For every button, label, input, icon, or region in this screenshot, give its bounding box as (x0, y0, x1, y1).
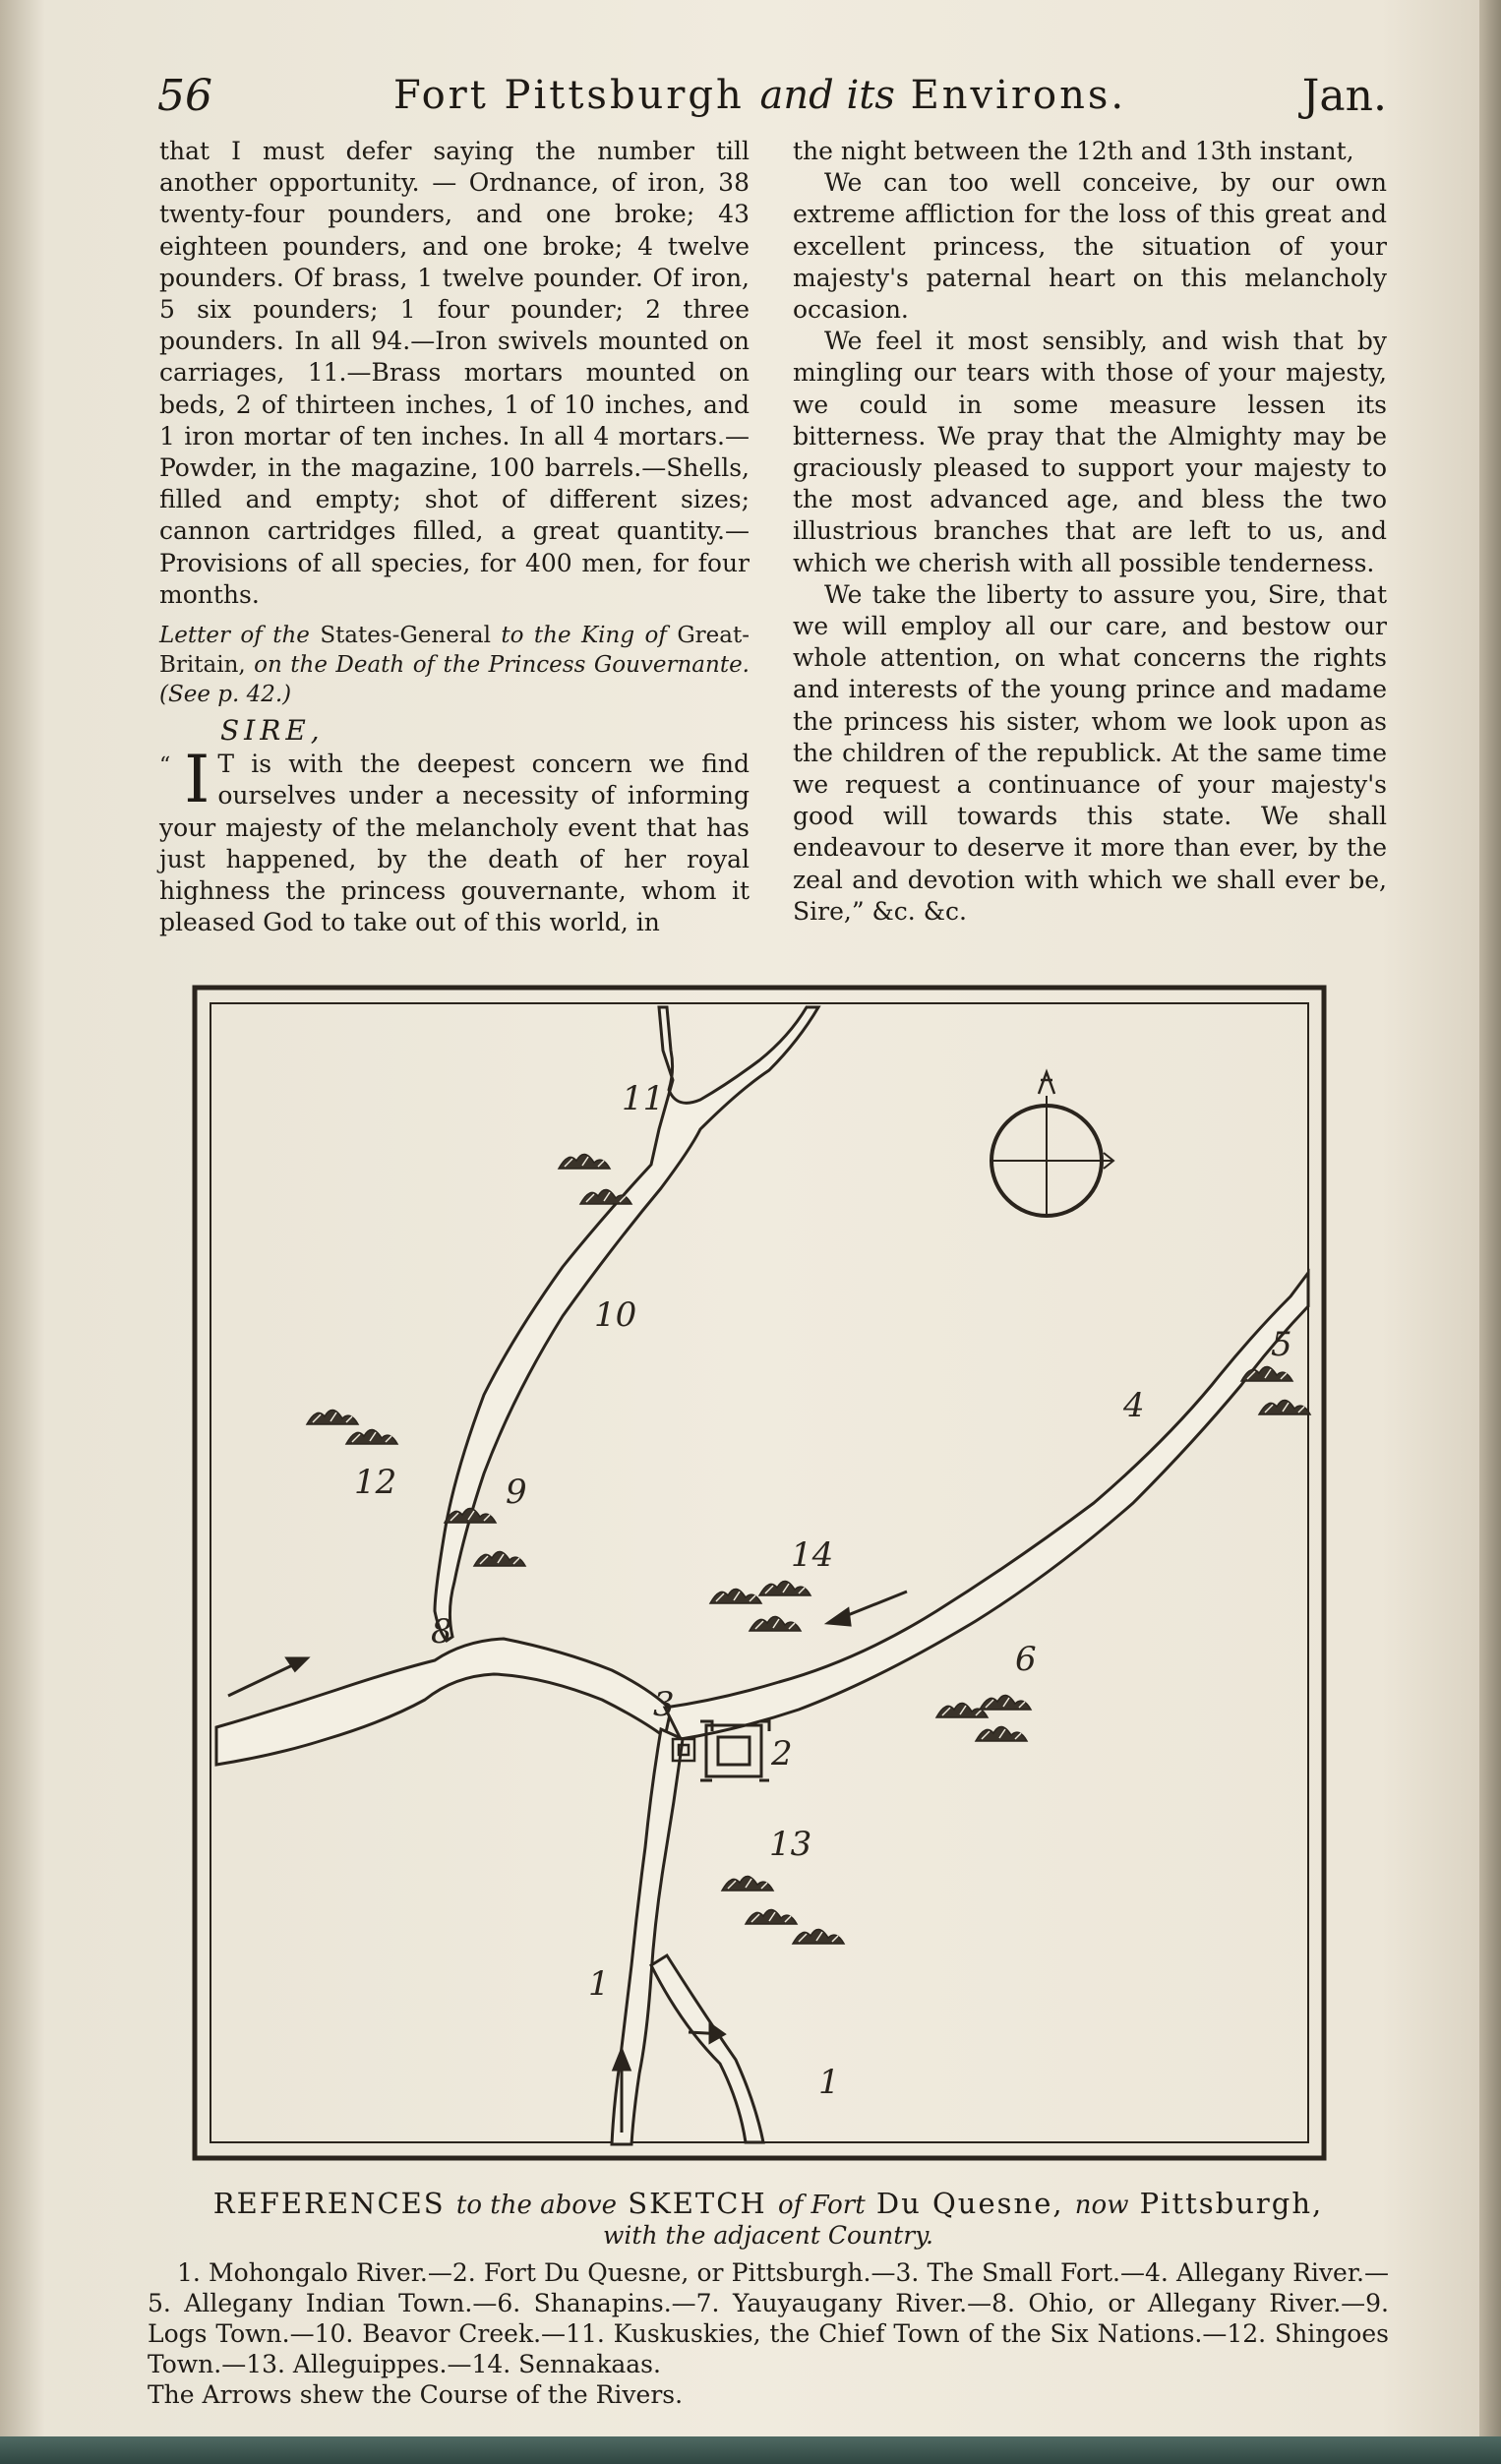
map-label-beavor-creek: 10 (594, 1295, 637, 1335)
references-subheading: with the adjacent Country. (603, 2221, 933, 2250)
letter-heading (159, 621, 750, 709)
hills-kuskuskies (559, 1154, 631, 1204)
map-label-fort-du-quesne: 2 (771, 1734, 793, 1773)
map-label-ohio-river: 8 (431, 1612, 452, 1652)
title-italic: and its (759, 73, 895, 118)
fort-du-quesne (700, 1721, 769, 1780)
letter-paragraph: the night between the 12th and 13th instant, (793, 137, 1354, 165)
map-label-small-fort: 3 (653, 1685, 675, 1724)
title-start: Fort Pittsburgh (393, 73, 745, 118)
page-number: 56 (157, 71, 212, 121)
references-list: 1. Mohongalo River.—2. Fort Du Quesne, or Pittsburgh.—3. The Small Fort.—4. Allegany River.—5. Allegany Indian Town.—6. Shanapins.—7. Yauyaugany River.—8. Ohio, or Allegany River.—9. Logs Town.—10. Beavor Creek.—11. Kuskuskies, the Chief Town of the Six Nations.—12. Shingoes Town.—13. Alleguippes.—14. Sennakaas. (148, 2258, 1389, 2378)
compass-rose (991, 1072, 1113, 1216)
letter-heading-part: to the King of (501, 623, 667, 649)
running-header (148, 61, 1387, 130)
letter-paragraph: We can too well conceive, by our own extreme affliction for the loss of this great and excellent princess, the situation of your majesty's paternal heart on this melancholy occasion. (793, 168, 1387, 325)
hills-alleguippes (722, 1876, 844, 1944)
hills-sennakaas (710, 1581, 811, 1631)
map-label-shingoes-town: 12 (354, 1463, 397, 1502)
page-title (393, 73, 1126, 118)
title-end: Environs. (910, 73, 1127, 118)
inventory-paragraph: that I must defer saying the number till another opportunity. — Ordnance, of iron, 38 twenty-four pounders, and one broke; 43 eighteen pounders, and one broke; 4 twelve pounders. Of brass, 1 twelve pounder. Of iron, 5 six pounders; 1 four pounder; 2 three pounders. In all 94.—Iron swivels mounted on carriages, 11.—Brass mortars mounted on beds, 2 of thirteen inches, 1 of 10 inches, and 1 iron mortar of ten inches. In all 4 mortars.—Powder, in the magazine, 100 barrels.—Shells, filled and empty; shot of different sizes; cannon cartridges filled, a great quantity.—Provisions of all species, for 400 men, for four months. (159, 137, 750, 609)
page-edge (1479, 0, 1501, 2464)
letter-heading-part: Letter of the (159, 623, 310, 649)
left-column (159, 136, 750, 938)
river-ohio (216, 1639, 671, 1765)
hills-shingoes-town (307, 1410, 397, 1444)
salutation: SIRE, (220, 714, 325, 748)
letter-paragraph (159, 742, 750, 938)
heading-part: now (1074, 2191, 1129, 2220)
letter-heading-part: on the Death of the Princess Gouvernante. (254, 652, 750, 679)
background-surface (0, 2436, 1501, 2464)
map-label-shanapins: 6 (1015, 1640, 1037, 1679)
drop-cap: I (184, 742, 210, 818)
map-label-yauyaugany-river: 1 (818, 2063, 840, 2102)
map-label-allegany-river: 4 (1123, 1386, 1145, 1425)
letter-heading-part: (See p. 42.) (159, 682, 292, 708)
letter-paragraph: We feel it most sensibly, and wish that by mingling our tears with those of your majesty, we could in some measure lessen its bitterness. We pray that the Almighty may be graciously pleased to support your majesty to the most advanced age, and bless the two illustrious branches that are left to us, and which we cherish with all possible tenderness. (793, 327, 1387, 577)
references-body (148, 2257, 1389, 2410)
letter-heading-part: Great-Britain, (159, 623, 750, 679)
map-label-alleguippes: 13 (769, 1825, 812, 1864)
river-allegany (665, 1273, 1308, 1739)
right-column (793, 136, 1387, 928)
river-arrow (228, 1658, 307, 1696)
hills-shanapins (936, 1695, 1031, 1741)
map-label-kuskuskies: 11 (622, 1079, 665, 1118)
map-outer-border (195, 988, 1324, 2158)
river-yauyaugany (651, 1955, 763, 2142)
letter-text: T is with the deepest concern we find ourselves under a necessity of informing your majesty of the melancholy event that has just happened, by the death of her royal highness the princess gouvernante, whom it pleased God to take out of this world, in (159, 750, 750, 937)
month-label: Jan. (1301, 71, 1387, 121)
letter-heading-part: States-General (320, 623, 491, 649)
map-label-mohongalo-river: 1 (588, 1964, 610, 2004)
map-label-sennakaas: 14 (791, 1535, 834, 1575)
map-inner-border (210, 1003, 1308, 2142)
heading-part: to the above (455, 2191, 617, 2220)
heading-part: Pittsburgh, (1139, 2187, 1324, 2220)
map-label-allegany-indian-town: 5 (1271, 1325, 1292, 1364)
sketch-map (189, 982, 1330, 2174)
references (148, 2186, 1389, 2410)
heading-part: of Fort (777, 2191, 866, 2220)
open-quote: “ (159, 753, 171, 779)
river-arrow (828, 1592, 907, 1625)
hills-allegany-indian-town (1241, 1366, 1310, 1414)
heading-part: Du Quesne, (875, 2187, 1064, 2220)
letter-paragraph: We take the liberty to assure you, Sire, that we will employ all our care, and bestow our whole attention, on what concerns the rights and interests of the young prince and madame the princess his sister, whom we look upon as the children of the republick. At the same time we request a continuance of your majesty's good will towards this state. We shall endeavour to deserve it more than ever, by the zeal and devotion with which we shall ever be, Sire,” &c. &c. (793, 579, 1387, 926)
heading-part: SKETCH (628, 2187, 767, 2220)
map-label-logs-town: 9 (506, 1472, 527, 1512)
references-heading (148, 2186, 1389, 2223)
references-note: The Arrows shew the Course of the Rivers. (148, 2380, 684, 2409)
heading-part: REFERENCES (212, 2187, 446, 2220)
